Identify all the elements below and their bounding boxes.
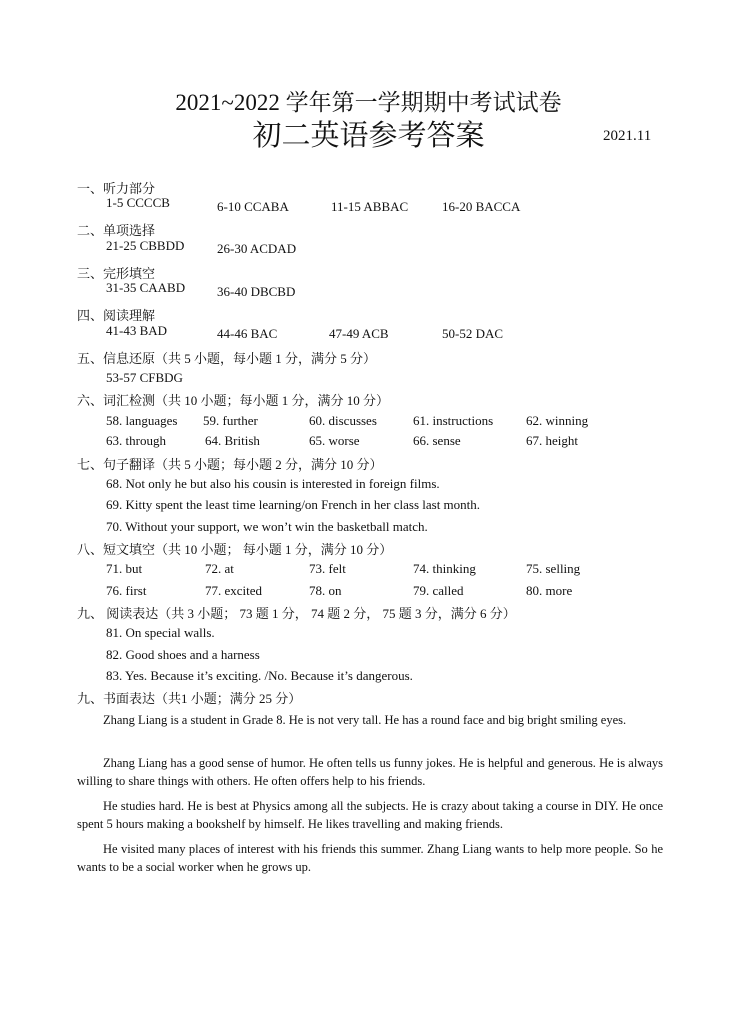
translation-answer: 69. Kitty spent the least time learning/on French in her class last month. bbox=[106, 497, 481, 512]
expression-answer: 81. On special walls. bbox=[106, 625, 215, 640]
section-translation-title: 七、句子翻译（共 5 小题；每小题 2 分，满分 10 分） bbox=[77, 457, 383, 472]
vocab-answer: 62. winning bbox=[526, 413, 589, 428]
vocab-answer: 67. height bbox=[526, 433, 578, 448]
translation-answer: 68. Not only he but also his cousin is interested in foreign films. bbox=[106, 476, 440, 491]
vocab-answer: 61. instructions bbox=[413, 413, 494, 428]
section-passage-fill-title: 八、短文填空（共 10 小题； 每小题 1 分，满分 10 分） bbox=[77, 542, 393, 557]
answer-group: 6-10 CCABA bbox=[217, 199, 289, 214]
answer-group: 26-30 ACDAD bbox=[217, 241, 297, 256]
essay-paragraph: Zhang Liang is a student in Grade 8. He is not very tall. He has a round face and big bright smiling eyes. bbox=[103, 713, 627, 727]
answer-key-title: 初二英语参考答案 bbox=[252, 120, 485, 152]
answer-group: 31-35 CAABD bbox=[106, 280, 186, 295]
expression-answer: 83. Yes. Because it’s exciting. /No. Because it’s dangerous. bbox=[106, 668, 413, 683]
answer-group: 16-20 BACCA bbox=[442, 199, 521, 214]
fill-answer: 73. felt bbox=[309, 561, 346, 576]
section-reading-title: 四、阅读理解 bbox=[77, 308, 156, 323]
answer-group: 44-46 BAC bbox=[217, 326, 278, 341]
section-cloze-title: 三、完形填空 bbox=[77, 266, 156, 281]
fill-answer: 80. more bbox=[526, 583, 573, 598]
vocab-answer: 66. sense bbox=[413, 433, 461, 448]
essay-paragraph: Zhang Liang has a good sense of humor. He often tells us funny jokes. He is helpful and generous. He is always willing to share things with others. He often offers help to his friends. bbox=[77, 756, 663, 788]
vocab-answer: 59. further bbox=[203, 413, 258, 428]
answer-group: 47-49 ACB bbox=[329, 326, 389, 341]
vocab-answer: 63. through bbox=[106, 433, 166, 448]
expression-answer: 82. Good shoes and a harness bbox=[106, 647, 260, 662]
section-info-restore-title: 五、信息还原（共 5 小题，每小题 1 分，满分 5 分） bbox=[77, 351, 377, 366]
vocab-answer: 65. worse bbox=[309, 433, 360, 448]
answer-group: 53-57 CFBDG bbox=[106, 370, 183, 385]
essay-paragraph: He visited many places of interest with his friends this summer. Zhang Liang wants to help more people. So he wants to be a social worker when he grows up. bbox=[77, 842, 663, 874]
exam-date: 2021.11 bbox=[603, 128, 652, 144]
answer-group: 11-15 ABBAC bbox=[331, 199, 409, 214]
section-single-choice-title: 二、单项选择 bbox=[77, 223, 156, 238]
answer-group: 50-52 DAC bbox=[442, 326, 504, 341]
answer-group: 41-43 BAD bbox=[106, 323, 168, 338]
essay-paragraph: He studies hard. He is best at Physics among all the subjects. He is crazy about taking a course in DIY. He once spent 5 hours making a bookshelf by himself. He likes travelling and making friends. bbox=[77, 799, 663, 831]
section-listening-title: 一、听力部分 bbox=[77, 181, 156, 196]
vocab-answer: 64. British bbox=[205, 433, 260, 448]
fill-answer: 79. called bbox=[413, 583, 464, 598]
fill-answer: 78. on bbox=[309, 583, 342, 598]
fill-answer: 72. at bbox=[205, 561, 234, 576]
fill-answer: 76. first bbox=[106, 583, 147, 598]
section-writing-title: 九、书面表达（共1 小题；满分 25 分） bbox=[77, 691, 302, 706]
fill-answer: 71. but bbox=[106, 561, 143, 576]
section-reading-expression-title: 九、 阅读表达（共 3 小题； 73 题 1 分， 74 题 2 分， 75 题 3 分，满分 6 分） bbox=[77, 606, 516, 621]
fill-answer: 77. excited bbox=[205, 583, 263, 598]
translation-answer: 70. Without your support, we won’t win the basketball match. bbox=[106, 519, 428, 534]
fill-answer: 75. selling bbox=[526, 561, 581, 576]
vocab-answer: 58. languages bbox=[106, 413, 178, 428]
exam-title: 2021~2022 学年第一学期期中考试试卷 bbox=[175, 90, 562, 115]
vocab-answer: 60. discusses bbox=[309, 413, 377, 428]
answer-group: 36-40 DBCBD bbox=[217, 284, 296, 299]
fill-answer: 74. thinking bbox=[413, 561, 476, 576]
section-vocabulary-title: 六、词汇检测（共 10 小题；每小题 1 分，满分 10 分） bbox=[77, 393, 390, 408]
answer-group: 1-5 CCCCB bbox=[106, 195, 170, 210]
answer-group: 21-25 CBBDD bbox=[106, 238, 185, 253]
